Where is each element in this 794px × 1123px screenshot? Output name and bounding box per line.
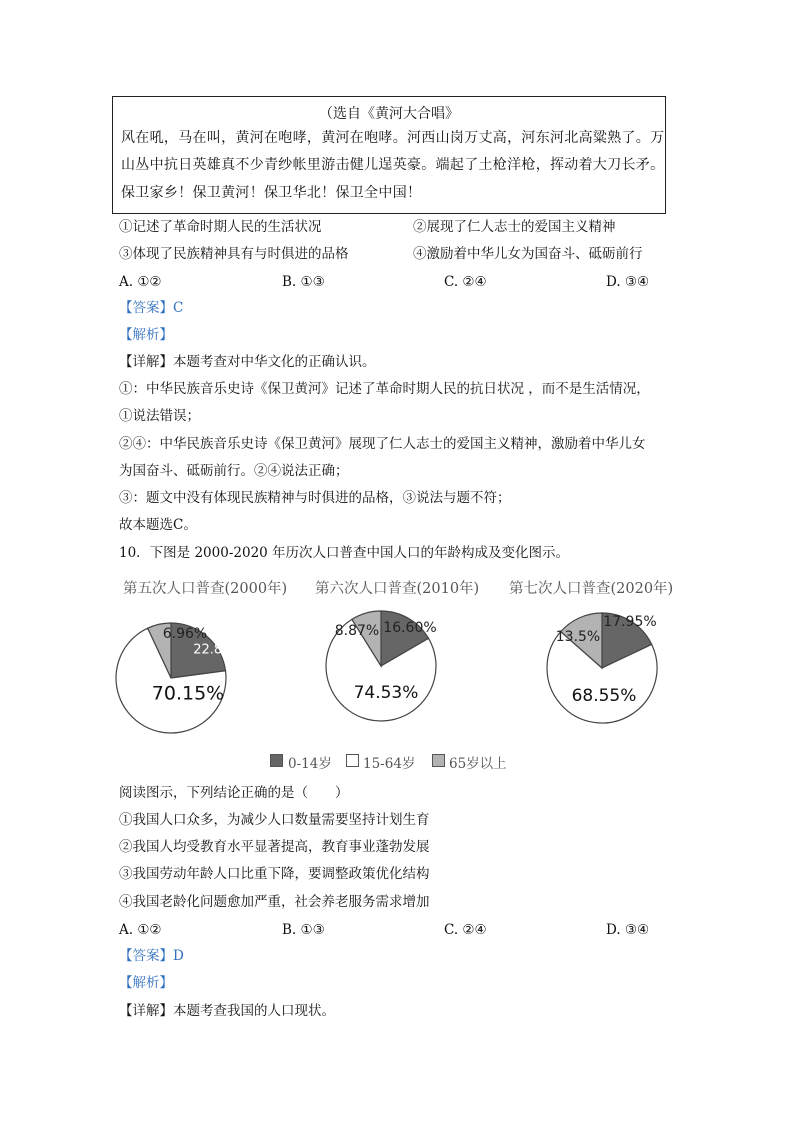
q9-detail-line: 为国奋斗、砥砺前行。②④说法正确；: [119, 463, 349, 479]
legend-label-65-plus: 65岁以上: [449, 756, 507, 772]
poem-line: 风在吼，马在叫，黄河在咆哮，黄河在咆哮。河西山岗万丈高，河东河北高粱熟了。万: [121, 130, 665, 146]
pie-label-2-2: 13.5%: [555, 629, 601, 645]
q10-statement-2: ②我国人均受教育水平显著提高，教育事业蓬勃发展: [119, 839, 430, 855]
pie-label-2-0: 17.95%: [603, 614, 657, 630]
q9-statement-4: ④激励着中华儿女为国奋斗、砥砺前行: [413, 246, 643, 262]
q9-detail-line: ③：题文中没有体现民族精神与时俱进的品格，③说法与题不符；: [119, 490, 511, 506]
poem-line: 山丛中抗日英雄真不少青纱帐里游击健儿逞英豪。端起了土枪洋枪，挥动着大刀长矛。: [121, 157, 665, 173]
q9-detail-line: ①：中华民族音乐史诗《保卫黄河》记述了革命时期人民的抗日状况 ，而不是生活情况，: [119, 381, 650, 397]
q9-detail-line: 【详解】本题考查对中华文化的正确认识。: [119, 354, 376, 370]
q10-option-b: B. ①③: [282, 922, 325, 938]
q9-option-b: B. ①③: [282, 274, 325, 290]
pie-chart-2000: [116, 623, 243, 733]
q10-question: 阅读图示，下列结论正确的是（ ）: [119, 785, 349, 801]
q9-option-d: D. ③④: [606, 274, 650, 290]
legend-label-15-64: 15-64岁: [363, 756, 416, 772]
pie-label-0-2: 6.96%: [162, 626, 208, 642]
pie-chart-2020: [547, 613, 657, 723]
q9-detail-line: ②④：中华民族音乐史诗《保卫黄河》展现了仁人志士的爱国主义精神，激励着中华儿女: [119, 436, 646, 452]
pie-label-1-1: 74.53%: [353, 683, 419, 703]
q10-statement-4: ④我国老龄化问题愈加严重，社会养老服务需求增加: [119, 894, 430, 910]
q9-detail-line: 故本题选C。: [119, 517, 197, 533]
legend-swatch-0-14: [270, 754, 283, 767]
q9-option-c: C. ②④: [444, 274, 487, 290]
q9-option-a: A. ①②: [119, 274, 162, 290]
poem-box: [112, 96, 666, 214]
chart-title-2020: 第七次人口普查(2020年): [509, 581, 674, 597]
q9-statement-1: ①记述了革命时期人民的生活状况: [119, 219, 322, 235]
q9-statement-2: ②展现了仁人志士的爱国主义精神: [413, 219, 616, 235]
q9-detail-line: ①说法错误；: [119, 408, 200, 424]
pie-chart-2010: [326, 611, 437, 721]
pie-label-1-0: 16.60%: [383, 620, 437, 636]
pie-label-0-1: 70.15%: [151, 682, 225, 705]
q10-option-c: C. ②④: [444, 922, 487, 938]
q10-option-a: A. ①②: [119, 922, 162, 938]
q10-statement-3: ③我国劳动年龄人口比重下降，要调整政策优化结构: [119, 866, 430, 882]
legend-swatch-65-plus: [432, 754, 445, 767]
poem-line: 保卫家乡！保卫黄河！保卫华北！保卫全中国！: [121, 185, 422, 201]
q10-option-d: D. ③④: [606, 922, 650, 938]
legend-label-0-14: 0-14岁: [288, 756, 332, 772]
pie-label-0-0: 22.89%: [193, 642, 243, 658]
q10-answer: 【答案】D: [119, 948, 184, 964]
pie-charts: [100, 600, 700, 740]
q10-analysis-label: 【解析】: [119, 975, 173, 991]
pie-label-1-2: 8.87%: [334, 623, 380, 639]
pie-label-2-1: 68.55%: [571, 686, 637, 706]
q10-stem: 10．下图是 2000-2020 年历次人口普查中国人口的年龄构成及变化图示。: [119, 545, 570, 561]
q10-detail: 【详解】本题考查我国的人口现状。: [119, 1003, 335, 1019]
chart-title-2010: 第六次人口普查(2010年): [315, 581, 480, 597]
q9-answer: 【答案】C: [119, 300, 184, 316]
q10-statement-1: ①我国人口众多，为减少人口数量需要坚持计划生育: [119, 812, 430, 828]
legend-swatch-15-64: [346, 754, 359, 767]
chart-title-2000: 第五次人口普查(2000年): [123, 581, 288, 597]
q9-analysis-label: 【解析】: [119, 327, 173, 343]
q9-statement-3: ③体现了民族精神具有与时俱进的品格: [119, 246, 349, 262]
poem-title: （选自《黄河大合唱》: [319, 106, 459, 122]
